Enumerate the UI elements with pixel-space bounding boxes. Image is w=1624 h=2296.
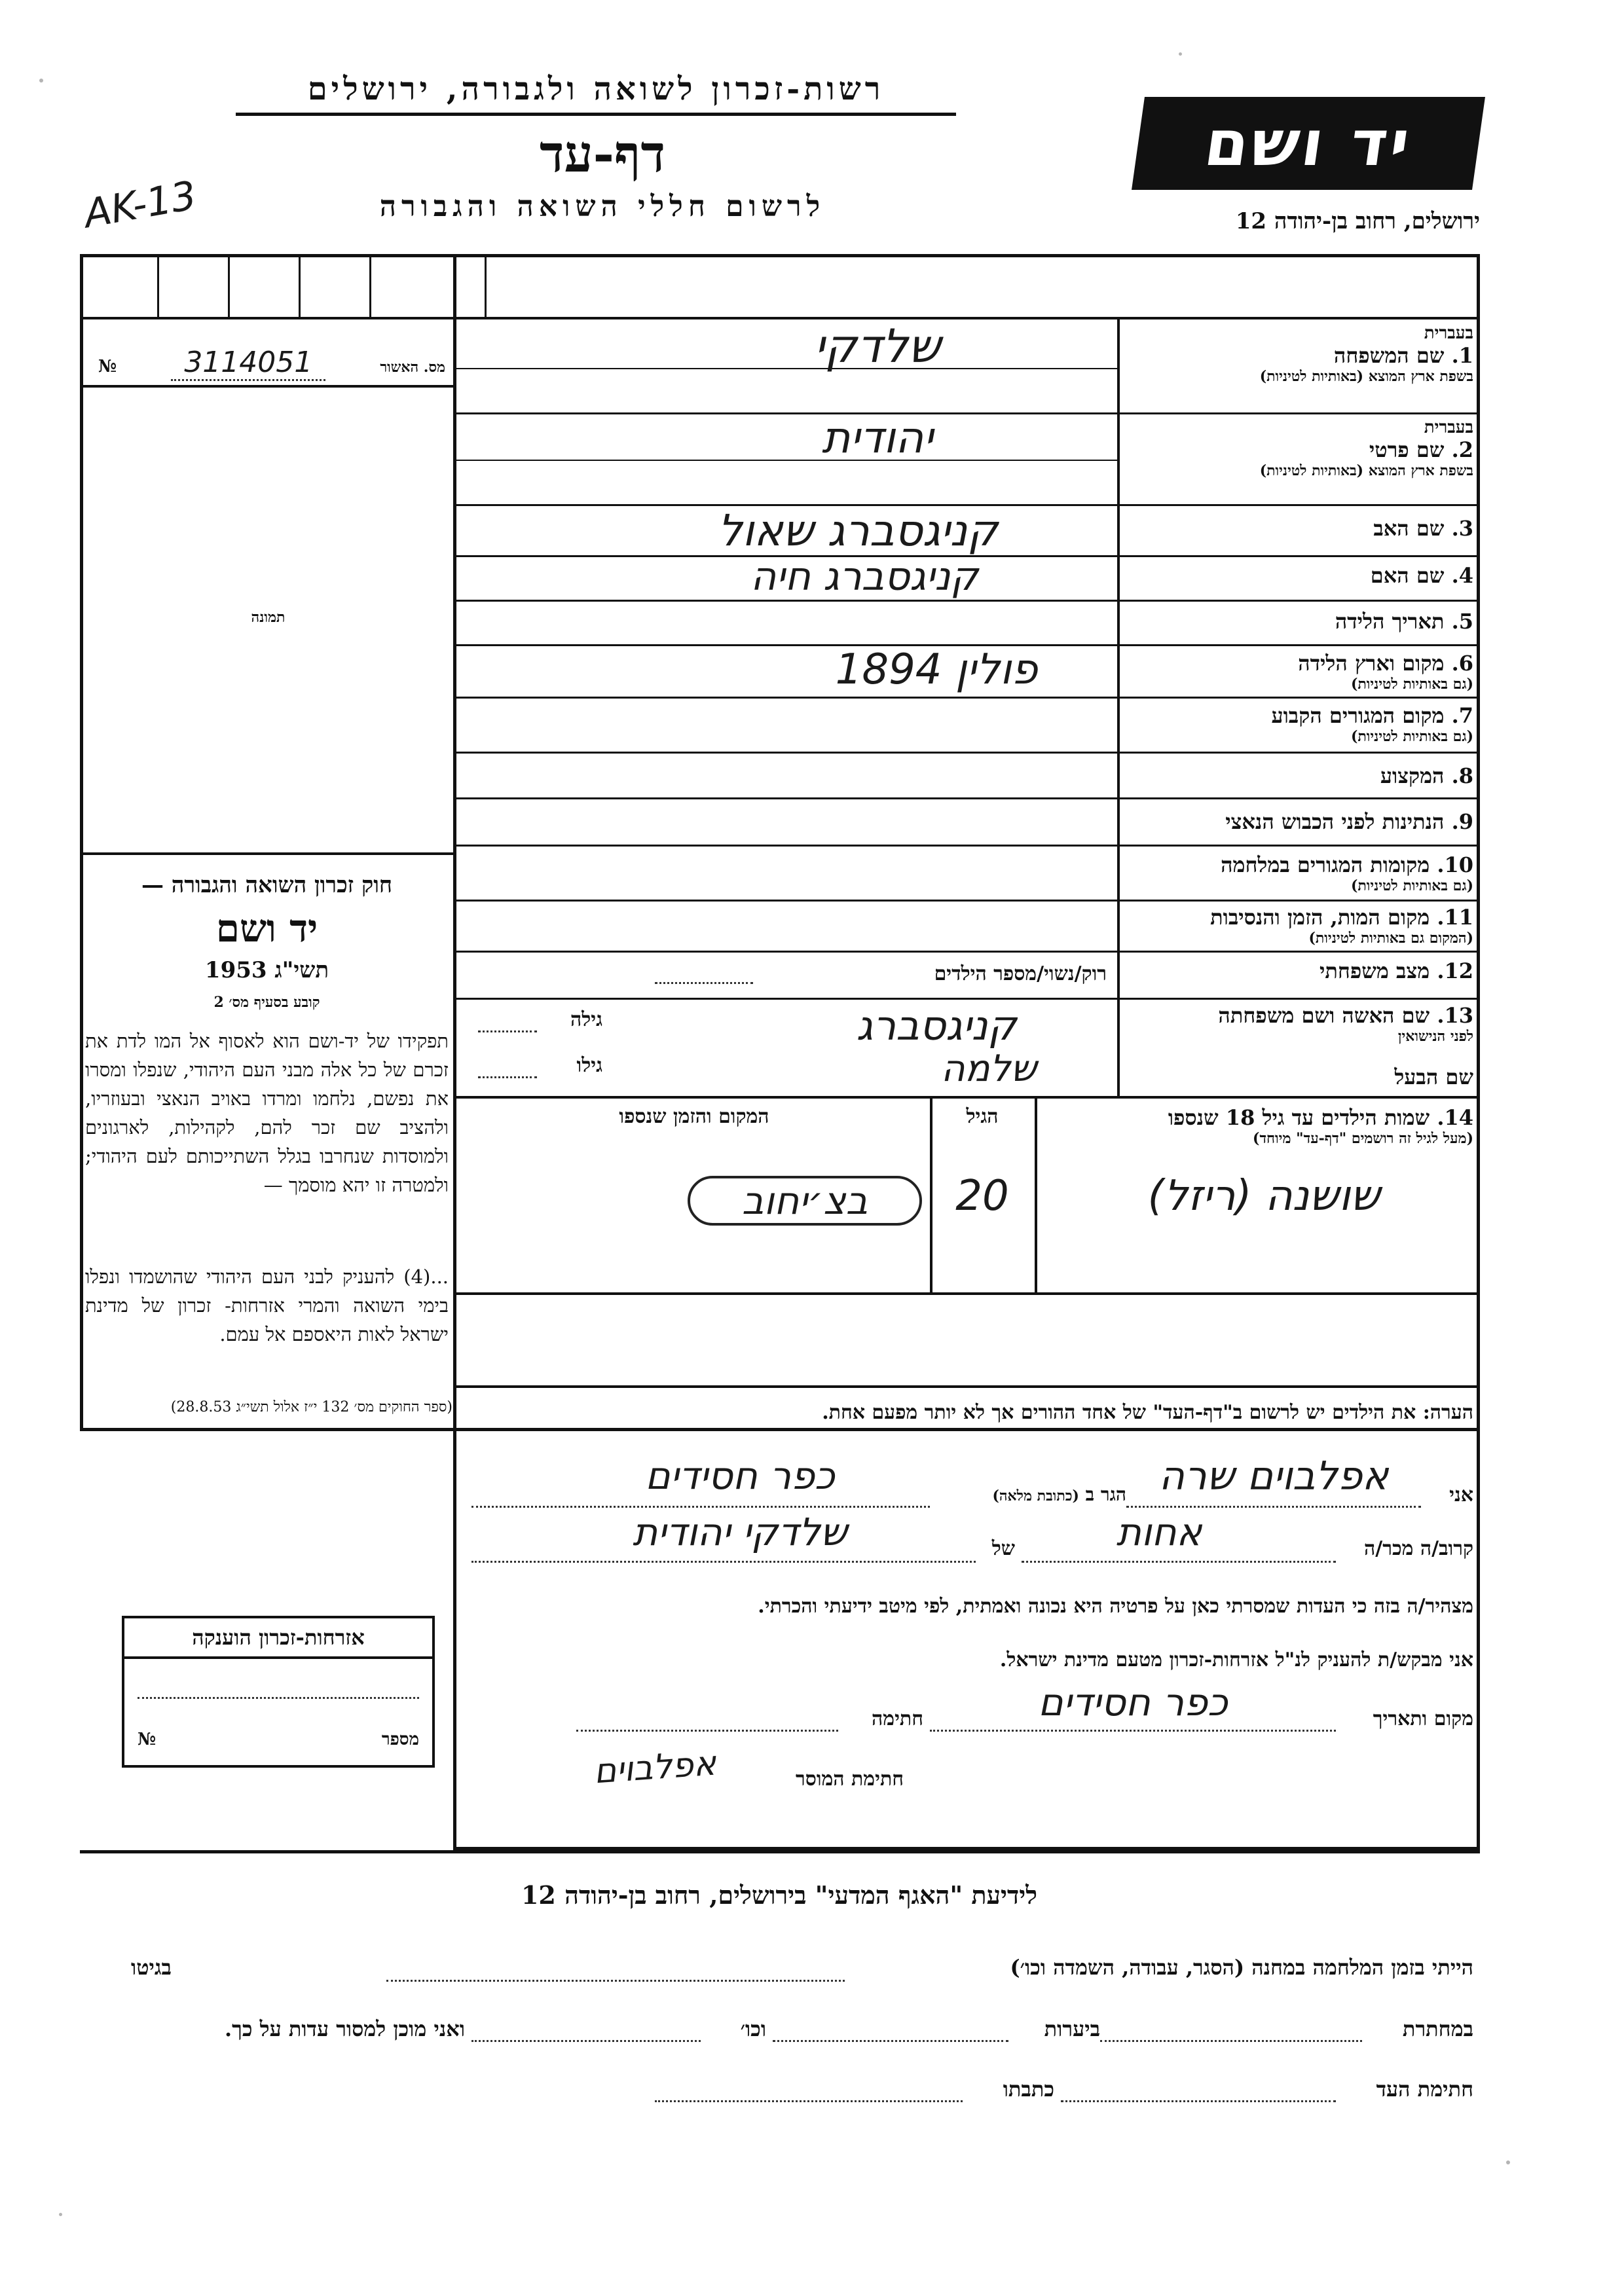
- field-father: [1124, 516, 1473, 541]
- footer-etc-label: וכו׳: [740, 2016, 766, 2041]
- law-footnote: (ספר החוקים מס׳ 132 י״ז אלול תשי״ג 28.8.53): [170, 1399, 452, 1415]
- declarant-relative-label: קרוב/ה מכר/ה: [1364, 1537, 1473, 1560]
- field-marital-label: מצב משפחתי: [1320, 958, 1430, 983]
- children-header: [1044, 1105, 1473, 1147]
- address-note: (כתובת מלאה): [992, 1487, 1079, 1504]
- field-spouse: [1124, 1003, 1473, 1045]
- field-wartime-residence: [1124, 852, 1473, 894]
- footer-forests-label: ביערות: [1044, 2016, 1100, 2041]
- wife-name-value: קניגסברג: [856, 1002, 1017, 1049]
- declarant-resides-label: [930, 1484, 1126, 1506]
- field-death-num: 11.: [1437, 905, 1473, 930]
- footer-title: לידיעת "האגף המדעי" בירושלים, רחוב בן-יהודה 12: [521, 1880, 1038, 1910]
- declarant-name-value: אפלבוים שרה: [1158, 1453, 1389, 1499]
- archive-mark: AK-13: [81, 172, 200, 238]
- law-title: חוק זכרון השואה והגבורה —: [141, 872, 393, 898]
- children-place-header: המקום והזמן שנספו: [619, 1105, 769, 1128]
- footer-frame: [80, 1850, 1480, 1853]
- field-surname-label: שם המשפחה: [1333, 343, 1445, 368]
- declarant-of-value: שלדקי יהודית: [633, 1510, 847, 1554]
- field-birthplace: [1124, 651, 1473, 693]
- husband-name-value: שלמה: [940, 1048, 1037, 1090]
- address: ירושלים, רחוב בן-יהודה 12: [1235, 208, 1480, 234]
- field-first-name-note: בשפת ארץ המוצא (באותיות לטיניות): [1259, 462, 1473, 479]
- field-spouse-num: 13.: [1437, 1003, 1473, 1028]
- field-birthplace-value: פולין 1894: [835, 646, 1038, 694]
- scan-speck: [1506, 2160, 1510, 2164]
- children-label: שמות הילדים עד גיל 18 שנספו: [1168, 1105, 1430, 1130]
- declaration-text: מצהיר/ה בזה כי העדות שמסרתי כאן על פרטיה היא נכונה ואמתית, לפי מיטב ידיעתי והכרתי.: [758, 1595, 1473, 1618]
- field-birthplace-note: (גם באותיות לטיניות): [1350, 676, 1473, 693]
- field-wartime-residence-label: מקומות המגורים במלחמה: [1221, 852, 1430, 877]
- law-clause: קובע בסעיף מס׳ 2: [213, 994, 320, 1011]
- field-surname-note: בשפת ארץ המוצא (באותיות לטיניות): [1259, 368, 1473, 385]
- field-residence-num: 7.: [1451, 703, 1473, 728]
- record-number-row: [98, 346, 445, 381]
- field-first-name-num: 2.: [1451, 437, 1473, 462]
- record-number-label: מס. האשור: [380, 359, 445, 376]
- footer-line1: [92, 1955, 1473, 1980]
- place-date-value: כפר חסידים: [1038, 1680, 1228, 1724]
- field-profession-num: 8.: [1451, 763, 1473, 788]
- husband-age-label: גילו: [576, 1054, 602, 1077]
- child-place-value: בצ׳יחוב: [688, 1176, 922, 1226]
- children-age-header: הגיל: [966, 1105, 999, 1128]
- field-mother: [1124, 563, 1473, 588]
- footer-ready-text: ואני מוכן למסור עדות על כך.: [224, 2016, 465, 2041]
- field-residence-label: מקום המגורים הקבוע: [1271, 703, 1445, 728]
- citizenship-number-label: מספר: [381, 1730, 419, 1749]
- field-first-name: [1124, 418, 1473, 479]
- field-marital: [1124, 958, 1473, 983]
- field-birthplace-num: 6.: [1451, 651, 1473, 676]
- footer-line1-text: הייתי בזמן המלחמה במחנה (הסגר, עבודה, השמדה וכו׳): [1010, 1955, 1473, 1980]
- field-father-num: 3.: [1451, 516, 1473, 541]
- field-death: [1124, 905, 1473, 947]
- marital-options-text: רוק/נשוי/מספר הילדים: [934, 962, 1107, 985]
- field-surname-num: 1.: [1451, 343, 1473, 368]
- field-mother-label: שם האם: [1370, 563, 1445, 588]
- field-birthdate-label: תאריך הלידה: [1335, 609, 1445, 634]
- field-profession: [1124, 763, 1473, 788]
- child-name-value: שושנה (ריזל): [1147, 1172, 1380, 1220]
- form-title: דף-עד: [540, 124, 665, 184]
- law-text-2: ...(4) להעניק לבני העם היהודי שהושמדו ונפלו בימי השואה והמרי אזרחות- זכרון של מדינת ישראל לאות היאספם אל עמם.: [85, 1266, 449, 1345]
- footer-underground-label: במחתרת: [1402, 2016, 1473, 2041]
- footer-witness-signature-label: חתימת העד: [1376, 2077, 1473, 2102]
- scan-speck: [39, 79, 43, 82]
- declarant-address-value: כפר חסידים: [645, 1453, 835, 1498]
- record-number-prefix: №: [98, 357, 117, 376]
- field-marital-num: 12.: [1437, 958, 1473, 983]
- field-residence-note: (גם באותיות לטיניות): [1350, 728, 1473, 745]
- field-death-label: מקום המות, הזמן והנסיבות: [1210, 905, 1430, 930]
- place-date-label: מקום ותאריך: [1373, 1707, 1473, 1730]
- remark: הערה: את הילדים יש לרשום ב"דף-העד" של אחד ההורים אך לא יותר מפעם אחת.: [822, 1401, 1473, 1424]
- field-first-name-value: יהודית: [821, 412, 934, 463]
- declarant-i-label: אני: [1449, 1484, 1473, 1506]
- scan-speck: [1179, 52, 1182, 56]
- field-spouse-label: שם האשה ושם משפחתה: [1218, 1003, 1430, 1028]
- field-husband-label: שם הבעל: [1394, 1065, 1473, 1089]
- citizenship-box: [122, 1616, 435, 1768]
- field-surname: [1124, 323, 1473, 385]
- field-surname-value: שלדקי: [814, 319, 941, 373]
- issuer-label: חתימת המוסר: [796, 1768, 904, 1791]
- yad-vashem-logo: [1132, 97, 1485, 190]
- citizenship-title: אזרחות-זכרון הוענקה: [124, 1618, 432, 1659]
- field-father-value: קניגסברג שאול: [717, 505, 998, 556]
- scan-speck: [59, 2213, 62, 2216]
- photo-label: תמונה: [251, 609, 286, 626]
- field-birthplace-label: מקום וארץ הלידה: [1298, 651, 1445, 676]
- law-year: תשי"ג 1953: [204, 957, 329, 983]
- field-citizenship-label: הנתינות לפני הכבוש הנאצי: [1225, 809, 1445, 834]
- law-text: תפקידו של יד-ושם הוא לאסוף אל המו לדת את זכרם של כל אלה מבני העם היהודי, שנפלו ומסרו את נפשם, נלחמו ומרדו באויב הנאצי ובעוזריו, ולהציב שם זכר להם, לקהילות, לארגונים ולמוסדות שנחרבו בגלל השתייכותם לעם היהודי; ולמטרה זו יהא מוסמך —: [85, 1030, 449, 1196]
- citizenship-number-prefix: №: [138, 1730, 157, 1749]
- field-wartime-residence-note: (גם באותיות לטיניות): [1350, 877, 1473, 894]
- field-father-label: שם האב: [1373, 516, 1445, 541]
- children-num: 14.: [1437, 1105, 1473, 1130]
- field-birthdate: [1124, 609, 1473, 634]
- request-text: אני מבקש/ת להעניק לנ"ל אזרחות-זכרון מטעם מדינת ישראל.: [999, 1649, 1473, 1671]
- law-name: יד ושם: [215, 906, 318, 951]
- declarant-relation-value: אחות: [1116, 1510, 1202, 1554]
- field-profession-label: המקצוע: [1380, 763, 1445, 788]
- field-first-name-label: שם פרטי: [1369, 437, 1445, 462]
- field-residence: [1124, 703, 1473, 745]
- marital-options: [740, 962, 1107, 985]
- field-birthdate-num: 5.: [1451, 609, 1473, 634]
- field-spouse-note: לפני הנישואין: [1397, 1028, 1473, 1045]
- signature-label: חתימה: [872, 1707, 923, 1730]
- field-mother-num: 4.: [1451, 563, 1473, 588]
- footer-address-label: כתבתו: [1003, 2077, 1054, 2102]
- field-mother-value: קניגסברג חיה: [750, 554, 978, 600]
- field-wartime-residence-num: 10.: [1437, 852, 1473, 877]
- children-note: (מעל לגיל זה רושמים "דף-עד" מיוחד): [1253, 1130, 1473, 1147]
- wife-age-label: גילה: [570, 1008, 602, 1031]
- declarant-of-label: של: [991, 1537, 1015, 1560]
- logo-text: יד ושם: [1200, 107, 1417, 180]
- field-death-note: (המקום גם באותיות לטיניות): [1308, 930, 1473, 947]
- authority-title: רשות-זכרון לשואה ולגבורה, ירושלים: [236, 71, 956, 116]
- footer-ghetto-label: בגיטו: [131, 1955, 172, 1980]
- record-number-value: 3114051: [171, 346, 325, 381]
- citizenship-number-row: [138, 1730, 419, 1749]
- field-citizenship: [1124, 809, 1473, 834]
- field-citizenship-num: 9.: [1451, 809, 1473, 834]
- form-subtitle: לרשום חללי השואה והגבורה: [379, 190, 826, 223]
- field-first-name-lang: בעברית: [1424, 418, 1473, 437]
- child-age-value: 20: [955, 1172, 1009, 1220]
- issuer-signature: אפלבוים: [592, 1743, 718, 1792]
- field-surname-lang: בעברית: [1424, 323, 1473, 343]
- resides-label: הגר ב: [1085, 1484, 1126, 1505]
